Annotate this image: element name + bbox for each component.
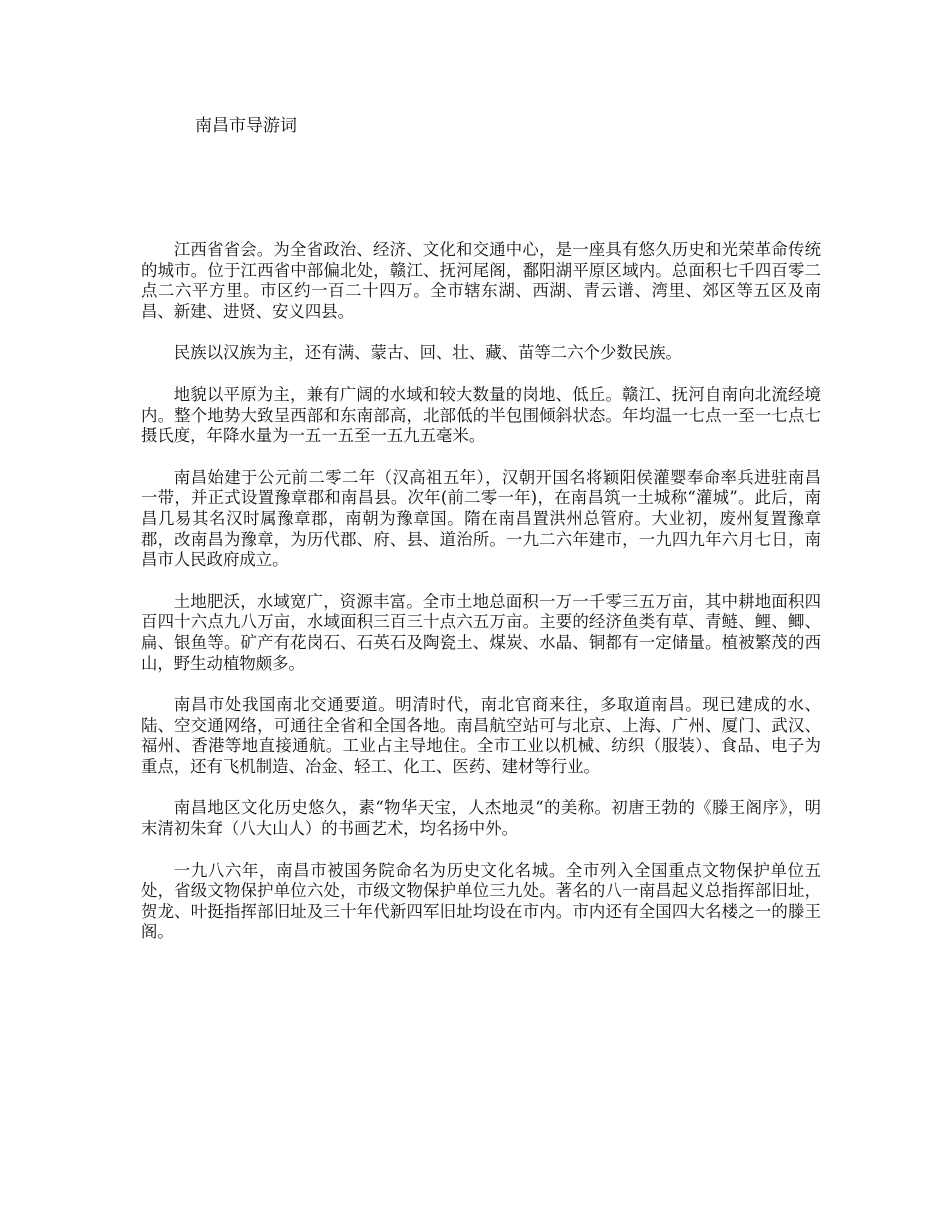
document-body xyxy=(141,240,821,964)
paragraph-history: 南昌始建于公元前二零二年（汉高祖五年），汉朝开国名将颖阳侯灌婴奉命率兵进驻南昌一带，并正式设置豫章郡和南昌县。次年(前二零一年)，在南昌筑一土城称“灌城”。此后，南昌几易其名汉时属豫章郡，南朝为豫章国。隋在南昌置洪州总管府。大业初，废州复置豫章郡，改南昌为豫章，为历代郡、府、县、道治所。一九二六年建市，一九四九年六月七日，南昌市人民政府成立。 xyxy=(141,467,821,570)
paragraph-ethnic-groups: 民族以汉族为主，还有满、蒙古、回、壮、藏、苗等二六个少数民族。 xyxy=(173,343,682,363)
paragraph-overview: 江西省省会。为全省政治、经济、文化和交通中心，是一座具有悠久历史和光荣革命传统的城市。位于江西省中部偏北处，赣江、抚河尾阁，鄱阳湖平原区域内。总面积七千四百零二点二六平方里。市区约一百二十四万。全市辖东湖、西湖、青云谱、湾里、郊区等五区及南昌、新建、进贤、安义四县。 xyxy=(141,240,821,321)
paragraph-culture: 南昌地区文化历史悠久，素“物华天宝，人杰地灵“的美称。初唐王勃的《滕王阁序》，明末清初朱耷（八大山人）的书画艺术，均名扬中外。 xyxy=(141,798,821,839)
paragraph-resources: 土地肥沃，水域宽广，资源丰富。全市土地总面积一万一千零三五万亩，其中耕地面积四百四十六点九八万亩，水域面积三百三十点六五万亩。主要的经济鱼类有草、青鲢、鲤、鲫、扁、银鱼等。矿产有花岗石、石英石及陶瓷土、煤炭、水晶、铜都有一定储量。植被繁茂的西山，野生动植物颇多。 xyxy=(141,591,821,673)
paragraph-transport-industry: 南昌市处我国南北交通要道。明清时代，南北官商来往，多取道南昌。现已建成的水、陆、空交通网络，可通往全省和全国各地。南昌航空站可与北京、上海、广州、厦门、武汉、福州、香港等地直接通航。工业占主导地住。全市工业以机械、纺织（服装）、食品、电子为重点，还有飞机制造、冶金、轻工、化工、医药、建材等行业。 xyxy=(141,695,821,776)
paragraph-landform-climate: 地貌以平原为主，兼有广阔的水域和较大数量的岗地、低丘。赣江、抚河自南向北流经境内。整个地势大致呈西部和东南部高，北部低的半包围倾斜状态。年均温一七点一至一七点七摄氏度，年降水量为一五一五至一五九五毫米。 xyxy=(141,384,821,446)
document-title: 南昌市导游词 xyxy=(195,116,297,136)
paragraph-heritage: 一九八六年，南昌市被国务院命名为历史文化名城。全市列入全国重点文物保护单位五处，省级文物保护单位六处，市级文物保护单位三九处。著名的八一南昌起义总指挥部旧址，贺龙、叶挺指挥部旧址及三十年代新四军旧址均设在市内。市内还有全国四大名楼之一的滕王阁。 xyxy=(141,860,821,942)
